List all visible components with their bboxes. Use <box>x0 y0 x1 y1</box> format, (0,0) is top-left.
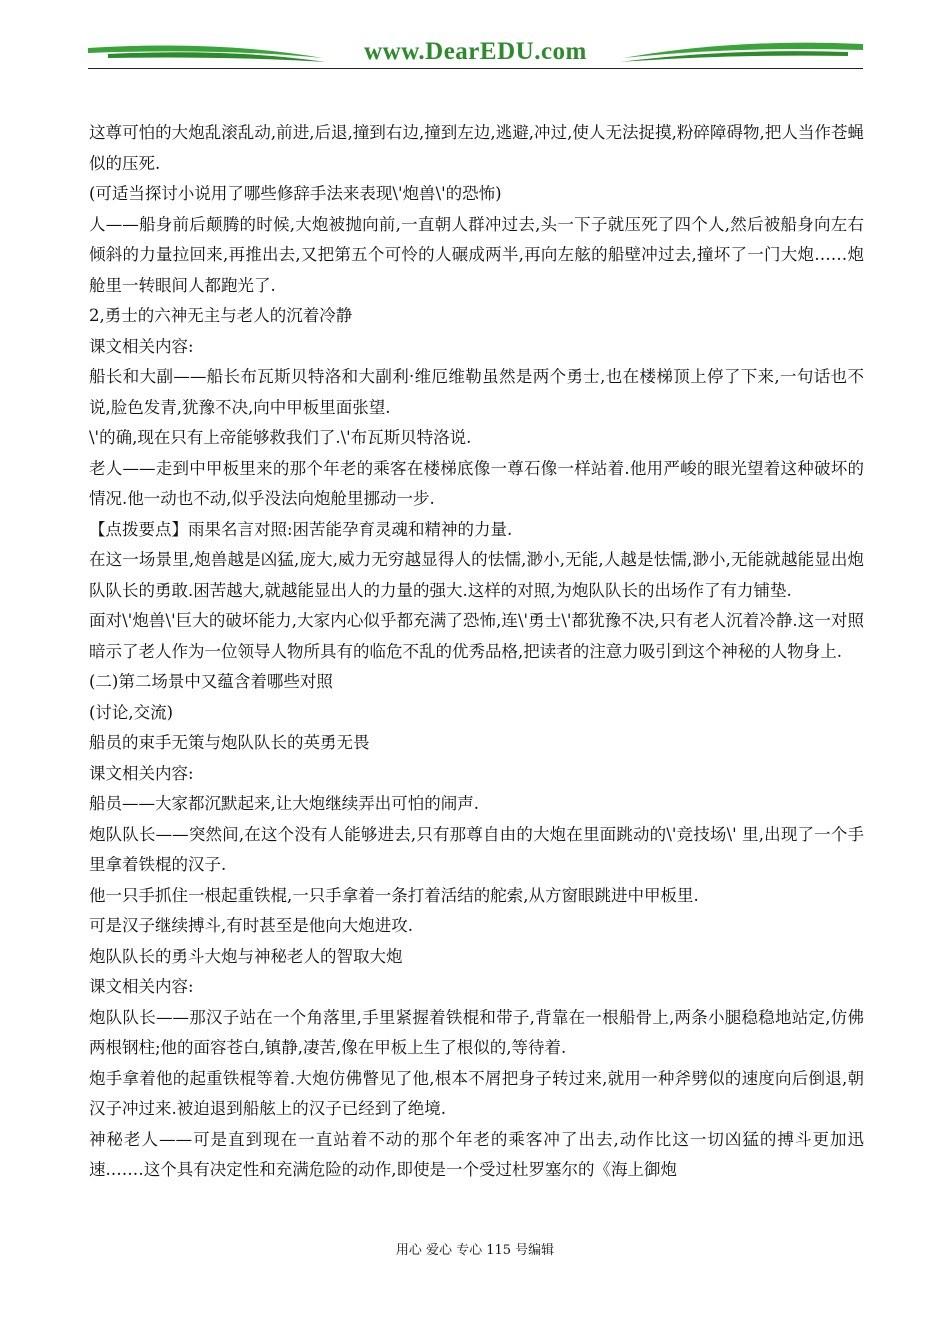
paragraph: \'的确,现在只有上帝能够救我们了.\'布瓦斯贝特洛说. <box>89 428 472 447</box>
paragraph: 船员——大家都沉默起来,让大炮继续弄出可怕的闹声. <box>89 794 479 813</box>
paragraph: 炮队队长——那汉子站在一个角落里,手里紧握着铁棍和带子,背靠在一根船骨上,两条小腿稳稳地站定,仿佛两根钢柱;他的面容苍白,镇静,凄苦,像在甲板上生了根似的,等待着. <box>89 1007 864 1057</box>
paragraph: (可适当探讨小说用了哪些修辞手法来表现\'炮兽\'的恐怖) <box>89 184 502 203</box>
logo-text: www.DearEDU.com <box>364 38 587 65</box>
paragraph: 2,勇士的六神无主与老人的沉着冷静 <box>89 306 353 325</box>
paragraph: 炮手拿着他的起重铁棍等着.大炮仿佛瞥见了他,根本不屑把身子转过来,就用一种斧劈似的速度向后倒退,朝汉子冲过来.被迫退到船舷上的汉子已经到了绝境. <box>89 1068 864 1118</box>
paragraph: 他一只手抓住一根起重铁棍,一只手拿着一条打着活结的舵索,从方窗眼跳进中甲板里. <box>89 885 699 905</box>
paragraph: 课文相关内容: <box>89 336 194 356</box>
paragraph: 老人——走到中甲板里来的那个年老的乘客在楼梯底像一尊石像一样站着.他用严峻的眼光望着这种破坏的情况.他一动也不动,似乎没法向炮舱里挪动一步. <box>89 458 864 508</box>
paragraph: 船员的束手无策与炮队队长的英勇无畏 <box>89 733 370 752</box>
paragraph: 炮队队长的勇斗大炮与神秘老人的智取大炮 <box>89 946 403 966</box>
paragraph: 面对\'炮兽\'巨大的破坏能力,大家内心似乎都充满了恐怖,连\'勇士\'都犹豫不决,只有老人沉着冷静.这一对照暗示了老人作为一位领导人物所具有的临危不乱的优秀品格,把读者的注意力吸引到这个神秘的人物身上. <box>89 611 864 661</box>
paragraph: (二)第二场景中又蕴含着哪些对照 <box>89 672 333 691</box>
paragraph: 课文相关内容: <box>89 977 194 996</box>
document-body <box>89 118 864 1186</box>
page-footer: 用心 爱心 专心 115 号编辑 <box>395 1243 555 1258</box>
paragraph: 船长和大副——船长布瓦斯贝特洛和大副利·维厄维勒虽然是两个勇士,也在楼梯顶上停了下来,一句话也不说,脸色发青,犹豫不决,向中甲板里面张望. <box>89 367 864 417</box>
header-divider <box>88 68 863 69</box>
paragraph: 【点拨要点】雨果名言对照:困苦能孕育灵魂和精神的力量. <box>89 519 513 539</box>
paragraph: 神秘老人——可是直到现在一直站着不动的那个年老的乘客冲了出去,动作比这一切凶猛的搏斗更加迅速.……这个具有决定性和充满危险的动作,即使是一个受过杜罗塞尔的《海上御炮 <box>89 1129 864 1179</box>
paragraph: 人——船身前后颠腾的时候,大炮被抛向前,一直朝人群冲过去,头一下子就压死了四个人,然后被船身向左右倾斜的力量拉回来,再推出去,又把第五个可怜的人碾成两半,再向左舷的船壁冲过去,撞坏了一门大炮……炮舱里一转眼间人都跑光了. <box>89 214 864 295</box>
paragraph: 在这一场景里,炮兽越是凶猛,庞大,威力无穷越显得人的怯懦,渺小,无能,人越是怯懦,渺小,无能就越能显出炮队队长的勇敢.困苦越大,就越能显出人的力量的强大.这样的对照,为炮队队长的出场作了有力铺垫. <box>89 550 864 600</box>
site-header-logo <box>88 34 863 76</box>
paragraph: 炮队队长——突然间,在这个没有人能够进去,只有那尊自由的大炮在里面跳动的\'竞技场\' 里,出现了一个手里拿着铁棍的汉子. <box>89 824 864 874</box>
paragraph: 课文相关内容: <box>89 763 194 783</box>
paragraph: 可是汉子继续搏斗,有时甚至是他向大炮进攻. <box>89 916 413 935</box>
paragraph: (讨论,交流) <box>89 702 174 722</box>
paragraph: 这尊可怕的大炮乱滚乱动,前进,后退,撞到右边,撞到左边,逃避,冲过,使人无法捉摸,粉碎障碍物,把人当作苍蝇似的压死. <box>89 123 864 173</box>
